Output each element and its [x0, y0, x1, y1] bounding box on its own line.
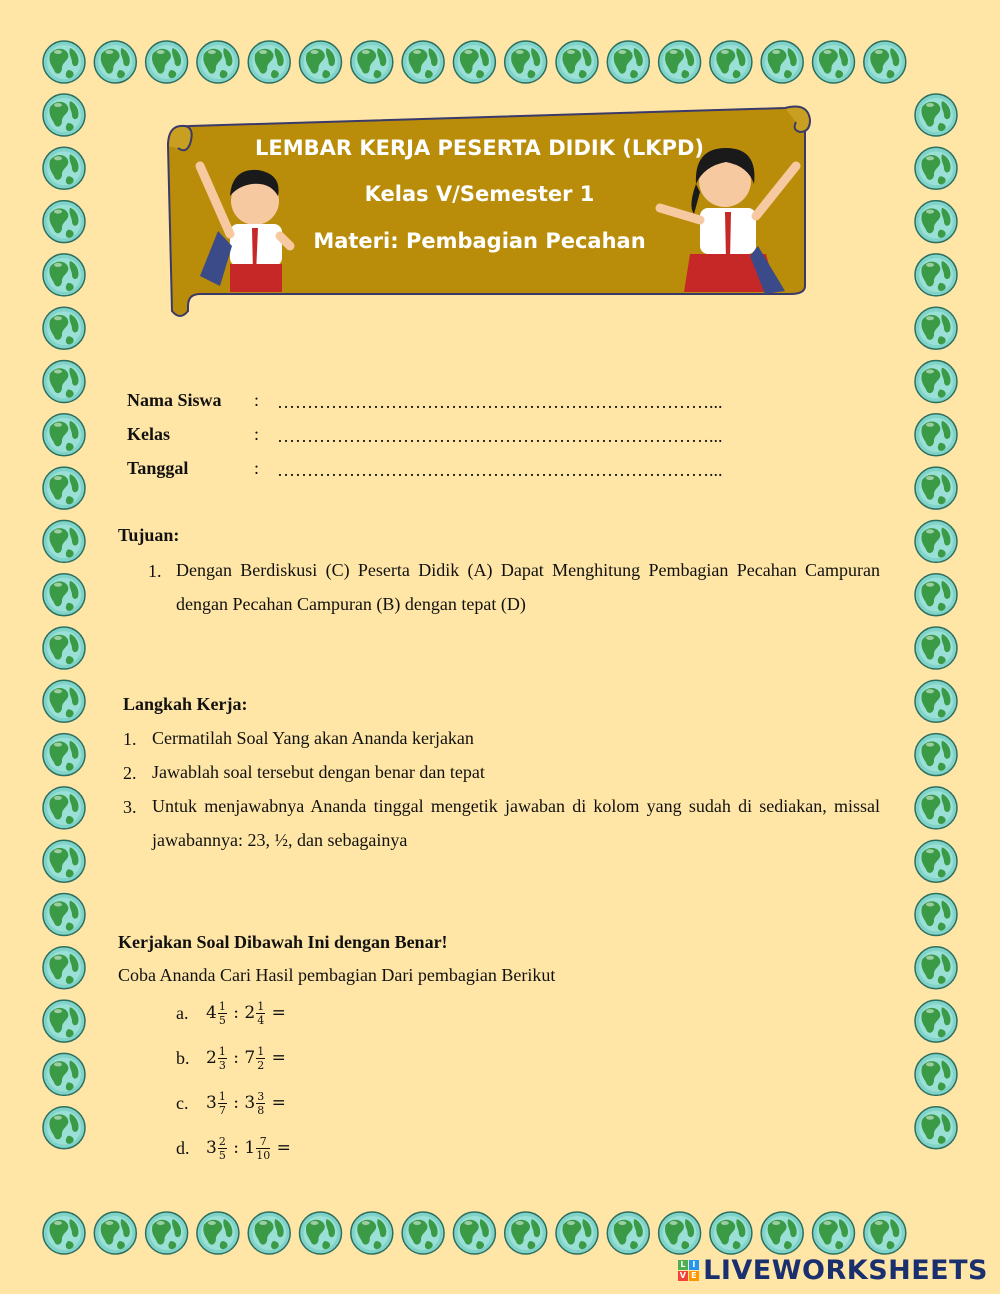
globe-icon [300, 1212, 342, 1254]
globe-icon [351, 41, 393, 83]
class-input-blank[interactable]: ………………………………………………………………... [277, 426, 723, 446]
equals-sign: = [271, 1093, 286, 1113]
globe-icon [197, 41, 239, 83]
field-label-date: Tanggal [127, 458, 189, 478]
field-colon: : [254, 424, 260, 444]
globe-icon [761, 41, 803, 83]
fraction: $\frac{1}{7}$ [218, 1090, 226, 1117]
logo-text: LIVEWORKSHEETS [703, 1255, 988, 1286]
globe-icon [813, 1212, 855, 1254]
fraction: $\frac{1}{4}$ [257, 1000, 265, 1027]
globe-icon [915, 361, 957, 403]
problem-row [176, 1000, 286, 1027]
globe-icon [43, 627, 85, 669]
whole-number: 4 [206, 1003, 217, 1023]
problem-letter: b. [176, 1048, 190, 1068]
globe-icon [915, 680, 957, 722]
name-input-blank[interactable]: ………………………………………………………………... [277, 392, 723, 412]
globe-icon [915, 307, 957, 349]
liveworksheets-logo[interactable] [678, 1255, 988, 1286]
globe-icon [710, 41, 752, 83]
globe-icon [915, 947, 957, 989]
globe-icon [915, 254, 957, 296]
problem-row [176, 1135, 291, 1162]
globe-icon [659, 41, 701, 83]
banner-subject: Materi: Pembagian Pecahan [313, 229, 646, 253]
fraction: $\frac{1}{2}$ [257, 1045, 265, 1072]
globe-icon [248, 1212, 290, 1254]
field-colon: : [254, 390, 260, 410]
globe-icon [915, 840, 957, 882]
problem-letter: d. [176, 1138, 190, 1158]
tujuan-item-number: 1. [148, 561, 162, 581]
globe-icon [915, 627, 957, 669]
globe-icon [43, 947, 85, 989]
logo-badge-icon: L I V E [678, 1260, 699, 1281]
globe-icon [43, 201, 85, 243]
globe-icon [915, 94, 957, 136]
whole-number: 3 [206, 1093, 217, 1113]
globe-icon [43, 147, 85, 189]
globe-icon [43, 1107, 85, 1149]
globe-icon [761, 1212, 803, 1254]
globe-icon [402, 41, 444, 83]
globe-icon [915, 520, 957, 562]
globe-icon [607, 41, 649, 83]
equals-sign: = [271, 1048, 286, 1068]
soal-intro: Coba Ananda Cari Hasil pembagian Dari pembagian Berikut [118, 965, 556, 985]
langkah-item-number: 2. [123, 763, 137, 783]
globe-icon [43, 840, 85, 882]
globe-icon [248, 41, 290, 83]
globe-icon [43, 680, 85, 722]
globe-icon [43, 361, 85, 403]
whole-number: 2 [244, 1003, 256, 1023]
equals-sign: = [271, 1003, 286, 1023]
globe-icon [556, 41, 598, 83]
division-operator: : [233, 1138, 239, 1158]
fraction: $\frac{3}{8}$ [257, 1090, 265, 1117]
globe-icon [43, 1212, 85, 1254]
globe-icon [659, 1212, 701, 1254]
globe-icon [864, 41, 906, 83]
globe-icon [43, 254, 85, 296]
division-operator: : [233, 1003, 239, 1023]
date-input-blank[interactable]: ………………………………………………………………... [277, 460, 723, 480]
globe-icon [43, 1000, 85, 1042]
globe-icon [402, 1212, 444, 1254]
globe-icon [864, 1212, 906, 1254]
problem-row [176, 1090, 286, 1117]
globe-icon [146, 1212, 188, 1254]
globe-icon [453, 1212, 495, 1254]
langkah-item-number: 1. [123, 729, 137, 749]
whole-number: 1 [244, 1138, 256, 1158]
problem-row [176, 1045, 286, 1072]
globe-icon [43, 467, 85, 509]
whole-number: 7 [244, 1048, 256, 1068]
banner-scroll [160, 96, 815, 321]
field-label-class: Kelas [127, 424, 170, 444]
whole-number: 2 [206, 1048, 217, 1068]
globe-icon [915, 1000, 957, 1042]
langkah-item-text: Cermatilah Soal Yang akan Ananda kerjakan [152, 728, 474, 748]
globe-icon [43, 520, 85, 562]
globe-icon [43, 1053, 85, 1095]
fraction: $\frac{7}{10}$ [256, 1135, 271, 1162]
globe-icon [505, 41, 547, 83]
globe-icon [556, 1212, 598, 1254]
globe-icon [300, 41, 342, 83]
langkah-heading: Langkah Kerja: [123, 694, 248, 714]
globe-icon [146, 41, 188, 83]
globe-icon [915, 147, 957, 189]
fraction: $\frac{1}{3}$ [218, 1045, 226, 1072]
globe-icon [915, 734, 957, 776]
globe-icon [351, 1212, 393, 1254]
globe-icon [607, 1212, 649, 1254]
globe-icon [915, 414, 957, 456]
tujuan-item-text: Dengan Berdiskusi (C) Peserta Didik (A) Dapat Menghitung Pembagian Pecahan Campuran dengan Pecahan Campuran (B) dengan tepat (D) [176, 560, 880, 614]
whole-number: 3 [244, 1093, 256, 1113]
globe-icon [505, 1212, 547, 1254]
tujuan-heading: Tujuan: [118, 525, 180, 545]
whole-number: 3 [206, 1138, 217, 1158]
equals-sign: = [276, 1138, 291, 1158]
globe-icon [197, 1212, 239, 1254]
globe-icon [43, 94, 85, 136]
langkah-item-text: Untuk menjawabnya Ananda tinggal mengetik jawaban di kolom yang sudah di sediakan, missal jawabannya: 23, ½, dan sebagainya [152, 796, 880, 850]
problem-expression [206, 1000, 286, 1027]
globe-icon [915, 1053, 957, 1095]
globe-icon [94, 1212, 136, 1254]
globe-icon [43, 414, 85, 456]
banner-title: LEMBAR KERJA PESERTA DIDIK (LKPD) [255, 136, 704, 160]
field-label-name: Nama Siswa [127, 390, 222, 410]
globe-icon [915, 574, 957, 616]
globe-icon [710, 1212, 752, 1254]
globe-icon [43, 574, 85, 616]
fraction: $\frac{2}{5}$ [218, 1135, 226, 1162]
globe-icon [453, 41, 495, 83]
globe-icon [915, 467, 957, 509]
globe-icon [94, 41, 136, 83]
globe-icon [43, 787, 85, 829]
langkah-item-number: 3. [123, 797, 137, 817]
globe-icon [43, 41, 85, 83]
globe-icon [43, 894, 85, 936]
division-operator: : [233, 1048, 239, 1068]
field-colon: : [254, 458, 260, 478]
soal-heading: Kerjakan Soal Dibawah Ini dengan Benar! [118, 932, 448, 952]
globe-icon [915, 894, 957, 936]
globe-icon [813, 41, 855, 83]
problem-letter: a. [176, 1003, 189, 1023]
globe-icon [43, 307, 85, 349]
globe-icon [915, 1107, 957, 1149]
problem-expression [206, 1045, 286, 1072]
problem-expression [206, 1135, 291, 1162]
globe-icon [915, 201, 957, 243]
globe-icon [43, 734, 85, 776]
banner-class: Kelas V/Semester 1 [364, 182, 595, 206]
problem-expression [206, 1090, 286, 1117]
langkah-item-text: Jawablah soal tersebut dengan benar dan tepat [152, 762, 485, 782]
problem-letter: c. [176, 1093, 189, 1113]
division-operator: : [233, 1093, 239, 1113]
fraction: $\frac{1}{5}$ [218, 1000, 226, 1027]
globe-icon [915, 787, 957, 829]
